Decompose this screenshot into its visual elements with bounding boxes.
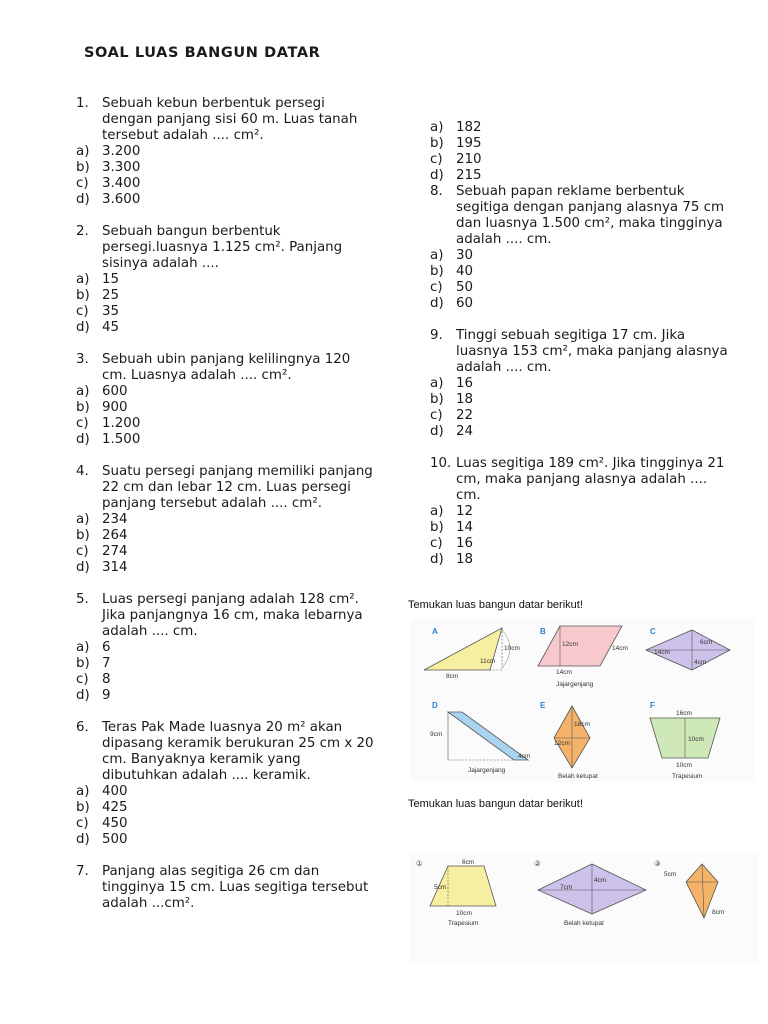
option-letter: b) (76, 528, 90, 543)
figure1-heading: Temukan luas bangun datar berikut! (408, 599, 583, 611)
option-letter: a) (76, 784, 90, 799)
page-title: SOAL LUAS BANGUN DATAR (84, 45, 321, 61)
answer-option (430, 408, 730, 424)
question-text: Luas segitiga 189 cm². Jika tingginya 21 cm, maka panjang alasnya adalah .... cm. (456, 456, 725, 503)
option-letter: b) (76, 800, 90, 815)
option-value: 15 (102, 272, 120, 287)
fig1-label-d-4: 4cm (518, 753, 531, 760)
question-number: 9. (430, 328, 443, 343)
question-text-row (76, 720, 376, 784)
option-value: 3.300 (102, 160, 141, 175)
question-7 (76, 864, 376, 912)
figure2-image (410, 852, 758, 964)
option-value: 195 (456, 136, 482, 151)
fig2-label-t-name: Trapesium (448, 920, 479, 927)
answer-option (430, 264, 730, 280)
answer-option (430, 552, 730, 568)
option-letter: c) (430, 152, 443, 167)
fig1-letter-e: E (540, 701, 546, 710)
question-8 (430, 184, 730, 312)
fig1-label-a-11: 11cm (480, 658, 496, 665)
question-number: 7. (76, 864, 89, 879)
question-text: Tinggi sebuah segitiga 17 cm. Jika luasnya 153 cm², maka panjang alasnya adalah .... cm. (456, 328, 728, 375)
fig1-label-b-name: Jajargenjang (556, 681, 594, 688)
option-letter: c) (430, 280, 443, 295)
option-value: 274 (102, 544, 128, 559)
fig2-label-t-6: 6cm (462, 859, 475, 866)
answer-option (76, 816, 376, 832)
left-column (76, 96, 376, 912)
question-number: 1. (76, 96, 89, 111)
question-text: Sebuah bangun berbentuk persegi.luasnya 1.125 cm². Panjang sisinya adalah .... (102, 224, 343, 271)
option-letter: a) (76, 512, 90, 527)
question-text: Panjang alas segitiga 26 cm dan tingginya 15 cm. Luas segitiga tersebut adalah ...cm². (102, 864, 369, 911)
option-value: 1.200 (102, 416, 141, 431)
answer-option (76, 384, 376, 400)
question-number: 6. (76, 720, 89, 735)
option-letter: a) (430, 248, 444, 263)
fig1-label-f-16: 16cm (676, 710, 692, 717)
question-text: Sebuah ubin panjang kelilingnya 120 cm. Luasnya adalah .... cm². (102, 352, 351, 383)
fig2-label-k-4: 4cm (594, 877, 607, 884)
answer-option (76, 400, 376, 416)
option-value: 60 (456, 296, 474, 311)
answer-option (430, 424, 730, 440)
right-column (430, 120, 730, 568)
option-letter: a) (76, 144, 90, 159)
answer-option (430, 376, 730, 392)
option-letter: b) (76, 656, 90, 671)
answer-option (430, 520, 730, 536)
answer-option (76, 416, 376, 432)
figure2-svg (410, 852, 758, 964)
option-letter: a) (76, 384, 90, 399)
fig1-letter-f: F (650, 701, 655, 710)
answer-option (76, 832, 376, 848)
option-value: 16 (456, 376, 474, 391)
option-letter: a) (430, 376, 444, 391)
question-gap (430, 312, 730, 328)
fig1-label-c-14: 14cm (654, 649, 670, 656)
option-letter: c) (76, 544, 89, 559)
question-10 (430, 456, 730, 568)
question-number: 2. (76, 224, 89, 239)
question-number: 4. (76, 464, 89, 479)
question-3 (76, 352, 376, 448)
option-value: 182 (456, 120, 482, 135)
option-value: 3.600 (102, 192, 141, 207)
fig2-number-2: ② (534, 859, 541, 868)
option-letter: a) (430, 504, 444, 519)
option-letter: c) (76, 816, 89, 831)
fig2-label-t-10: 10cm (456, 910, 472, 917)
answer-option (430, 152, 730, 168)
option-value: 40 (456, 264, 474, 279)
question-gap (76, 576, 376, 592)
question-gap (430, 440, 730, 456)
option-letter: c) (76, 672, 89, 687)
fig2-label-l-8: 8cm (712, 909, 725, 916)
answer-option (76, 560, 376, 576)
fig1-label-b-14b: 14cm (556, 669, 572, 676)
fig2-label-k-name: Belah ketupat (564, 920, 604, 927)
answer-option (76, 544, 376, 560)
option-value: 24 (456, 424, 474, 439)
answer-option (76, 512, 376, 528)
option-letter: d) (76, 688, 90, 703)
option-letter: d) (76, 432, 90, 447)
question-text-row (430, 184, 730, 248)
figure2-heading: Temukan luas bangun datar berikut! (408, 798, 583, 810)
option-letter: c) (76, 176, 89, 191)
option-value: 7 (102, 656, 111, 671)
fig1-letter-c: C (650, 627, 656, 636)
fig2-label-k-7: 7cm (560, 884, 573, 891)
option-letter: d) (76, 192, 90, 207)
question-number: 10. (430, 456, 452, 471)
option-value: 314 (102, 560, 128, 575)
fig1-label-d-9: 9cm (430, 731, 443, 738)
answer-option (76, 272, 376, 288)
option-value: 25 (102, 288, 120, 303)
option-value: 18 (456, 552, 474, 567)
fig1-label-e-12: 12cm (554, 740, 570, 747)
option-letter: c) (76, 304, 89, 319)
option-letter: d) (430, 168, 444, 183)
fig1-label-c-4: 4cm (694, 659, 707, 666)
option-value: 3.400 (102, 176, 141, 191)
option-value: 6 (102, 640, 111, 655)
option-value: 50 (456, 280, 474, 295)
question-number: 8. (430, 184, 443, 199)
option-value: 264 (102, 528, 128, 543)
question-text-row (76, 352, 376, 384)
fig1-label-b-12: 12cm (562, 641, 578, 648)
fig1-label-f-name: Trapesium (672, 773, 703, 780)
fig1-label-a-8: 8cm (446, 673, 459, 680)
answer-option (76, 688, 376, 704)
question-gap (76, 336, 376, 352)
question-text: Luas persegi panjang adalah 128 cm². Jika panjangnya 16 cm, maka lebarnya adalah .... cm. (102, 592, 363, 639)
answer-option (76, 304, 376, 320)
fig1-letter-b: B (540, 627, 546, 636)
option-value: 45 (102, 320, 120, 335)
option-letter: a) (76, 640, 90, 655)
option-letter: b) (430, 520, 444, 535)
option-letter: b) (430, 136, 444, 151)
question-number: 5. (76, 592, 89, 607)
question-6 (76, 720, 376, 848)
question-text-row (76, 224, 376, 272)
answer-option (430, 504, 730, 520)
answer-option (76, 784, 376, 800)
option-value: 215 (456, 168, 482, 183)
option-value: 500 (102, 832, 128, 847)
option-letter: a) (430, 120, 444, 135)
question-text-row (76, 864, 376, 912)
question-4 (76, 464, 376, 576)
answer-option (430, 296, 730, 312)
option-value: 22 (456, 408, 474, 423)
question-text-row (76, 464, 376, 512)
fig1-label-e-18: 18cm (574, 721, 590, 728)
parallelogram-b-shape (538, 626, 622, 666)
option-value: 16 (456, 536, 474, 551)
question-text: Suatu persegi panjang memiliki panjang 22 cm dan lebar 12 cm. Luas persegi panjang tersebut adalah .... cm². (102, 464, 373, 511)
option-value: 12 (456, 504, 474, 519)
option-value: 400 (102, 784, 128, 799)
fig2-number-3: ③ (654, 859, 661, 868)
fig1-label-f-10h: 10cm (688, 736, 704, 743)
option-letter: b) (430, 264, 444, 279)
option-value: 1.500 (102, 432, 141, 447)
option-letter: a) (76, 272, 90, 287)
option-letter: d) (76, 560, 90, 575)
fig1-letter-d: D (432, 701, 438, 710)
fig2-label-l-5: 5cm (664, 871, 677, 878)
option-value: 8 (102, 672, 111, 687)
option-value: 35 (102, 304, 120, 319)
option-letter: c) (430, 408, 443, 423)
figure1-svg (410, 618, 754, 782)
answer-option (430, 136, 730, 152)
answer-option (430, 536, 730, 552)
question-text-row (430, 456, 730, 504)
answer-option (430, 168, 730, 184)
option-letter: b) (430, 392, 444, 407)
option-letter: b) (76, 400, 90, 415)
option-value: 600 (102, 384, 128, 399)
option-value: 450 (102, 816, 128, 831)
answer-option (76, 160, 376, 176)
fig2-number-1: ① (416, 859, 423, 868)
fig1-label-e-name: Belah ketupat (558, 773, 598, 780)
option-letter: c) (76, 416, 89, 431)
answer-option (76, 672, 376, 688)
option-value: 3.200 (102, 144, 141, 159)
option-value: 210 (456, 152, 482, 167)
answer-option (76, 432, 376, 448)
option-letter: c) (430, 536, 443, 551)
question-gap (76, 208, 376, 224)
answer-option (76, 528, 376, 544)
fig2-label-t-5: 5cm (434, 884, 447, 891)
fig1-label-b-14r: 14cm (612, 645, 628, 652)
option-letter: d) (76, 832, 90, 847)
answer-option (76, 640, 376, 656)
answer-option (76, 176, 376, 192)
question-text-row (430, 328, 730, 376)
question-text: Sebuah papan reklame berbentuk segitiga dengan panjang alasnya 75 cm dan luasnya 1.500 cm², maka tingginya adalah .... cm. (456, 184, 725, 247)
q7-options (430, 120, 730, 184)
answer-option (76, 800, 376, 816)
option-letter: b) (76, 288, 90, 303)
question-number: 3. (76, 352, 89, 367)
option-letter: d) (76, 320, 90, 335)
question-5 (76, 592, 376, 704)
question-1 (76, 96, 376, 208)
answer-option (76, 288, 376, 304)
fig1-label-f-10b: 10cm (676, 762, 692, 769)
answer-option (430, 248, 730, 264)
fig1-label-c-6: 6cm (700, 639, 713, 646)
option-value: 14 (456, 520, 474, 535)
answer-option (76, 144, 376, 160)
answer-option (430, 120, 730, 136)
option-value: 30 (456, 248, 474, 263)
option-value: 900 (102, 400, 128, 415)
option-letter: d) (430, 296, 444, 311)
option-value: 9 (102, 688, 111, 703)
question-2 (76, 224, 376, 336)
question-gap (76, 848, 376, 864)
answer-option (430, 280, 730, 296)
question-text-row (76, 96, 376, 144)
answer-option (76, 656, 376, 672)
question-text: Teras Pak Made luasnya 20 m² akan dipasang keramik berukuran 25 cm x 20 cm. Banyaknya keramik yang dibutuhkan adalah .... keramik. (102, 720, 374, 783)
question-gap (76, 448, 376, 464)
option-letter: d) (430, 424, 444, 439)
fig1-label-d-name: Jajargenjang (468, 767, 506, 774)
option-letter: b) (76, 160, 90, 175)
question-9 (430, 328, 730, 440)
fig1-letter-a: A (432, 627, 438, 636)
answer-option (76, 192, 376, 208)
option-letter: d) (430, 552, 444, 567)
question-gap (76, 704, 376, 720)
question-text-row (76, 592, 376, 640)
question-text: Sebuah kebun berbentuk persegi dengan panjang sisi 60 m. Luas tanah tersebut adalah .... cm². (102, 96, 358, 143)
answer-option (76, 320, 376, 336)
parallelogram-d-shape (448, 712, 531, 760)
answer-option (430, 392, 730, 408)
fig1-label-a-10: 10cm (504, 645, 520, 652)
option-value: 18 (456, 392, 474, 407)
figure1-image (410, 618, 754, 782)
option-value: 425 (102, 800, 128, 815)
option-value: 234 (102, 512, 128, 527)
